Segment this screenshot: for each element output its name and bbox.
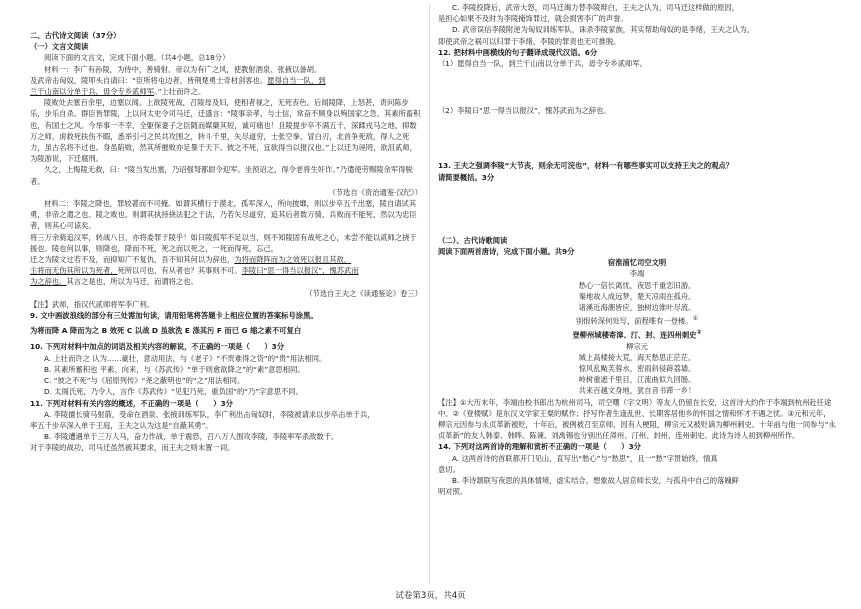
material1-paragraph: 久之，上悔陵无救，曰：“陵当发出塞，乃诏强弩都尉令迎军。坐预诏之，得令老将生奸诈。”乃遣使劳赐陵余军得脱者。	[30, 165, 413, 186]
material1-paragraph: 陵败处去塞百余里，边塞以闻。上欲陵死战，召陵母及妇，使相者视之，无死丧色。后闻陵降，上怒甚，责问陈步乐，步乐自杀。群臣皆罪陵，上以问太史令司马迁，迁盛言：“陵事亲孝，与士信，常奋不顾身以殉国家之急，其素所畜积也，有国士之风。今举事一不幸，全躯保妻子之臣随而媒蘖其短，诚可痛也！且陵提步卒不满五千，深蹂戎马之地，抑数万之师，虏救死扶伤不暇，悉举引弓之民共攻围之，转斗千里，矢尽道穷，士张空拳，冒白刃，北首争死敌，得人之死力，虽古名将不过也。身虽陷败，然其所摧败亦足暴于天下。彼之不死，宜欲得当以报汉也。”上以迁为诬罔，欲沮贰师，为陵游说，下迁腐刑。	[30, 98, 421, 164]
page-footer: 试卷第3页，共4页	[395, 591, 466, 601]
answer-space	[438, 69, 836, 87]
sub-title: （一）文言文阅读	[30, 42, 89, 52]
question-11: 11. 下列对材料有关内容的概述，不正确的一项是（ ）3分	[30, 398, 233, 408]
poem-1-author: 李端	[629, 269, 645, 279]
section-2-title: （二）、古代诗歌阅读	[438, 235, 508, 245]
option-b-cont: 明对照。	[438, 487, 468, 497]
question-13: 13. 王夫之强调李陵“大节丧，则余无可浣也”，材料一有哪些事实可以支持王夫之的观点？	[438, 161, 734, 171]
answer-space	[438, 209, 836, 235]
material1-line: 兰干山南以分单于兵，毋令专乡贰师军。”上壮而许之。	[30, 87, 206, 97]
option-b: B. 其素所蓄积也 平素、向来，与《苏武传》“单于则愈欲降之”的“素”意思相同。	[44, 364, 305, 374]
poem-2-author: 柳宗元	[626, 341, 648, 351]
question-10: 10. 下列对材料中加点的词语及相关内容的解说，不正确的一项是（ ）3分	[30, 342, 285, 352]
answer-space	[438, 116, 836, 142]
question-9: 9. 文中画波浪线的部分有三处需加句读，请用铅笔将答题卡上相应位置的答案标号涂黑。	[30, 311, 318, 321]
poem-2-title: 登柳州城楼寄漳、汀、封、连四州刺史②	[572, 328, 702, 340]
option-a: A. 上壮而许之 认为……豪壮，意动用法，与《老子》“不贵难得之货”的“贵”用法相同。	[44, 353, 327, 363]
option-a: A. 这两首诗的首联都开门见山，直写出“愁心”与“愁思”，且一“愁”字贯始终，情真	[452, 453, 718, 463]
material2-line: 为之辞也。其言之是也，所以为马迁，而谓将之也。	[30, 277, 198, 287]
underlined-sentence: 愿得自当一队，到	[267, 75, 326, 85]
material1-line: 材料一：李广有孙陵，为侍中，善骑射。帝以为有广之风，使教射酒泉、张掖以备胡。	[44, 64, 322, 74]
poem-line: 岭树重遮千里目，江流曲似九回肠。	[578, 375, 696, 385]
q12-item-1: （1）愿得自当一队，到兰干山南以分单于兵，毋令专乡贰师军。	[438, 59, 647, 69]
column-divider	[429, 4, 430, 584]
section-title: 二、古代诗文阅读（37分）	[30, 31, 121, 40]
poem-1-title: 宿淮浦忆司空文明	[607, 258, 667, 268]
option-a: A. 李陵擅长骑马射箭，受命在酒泉、张掖训练军队，李广利出击匈奴时，李陵被请求以步卒击单于兵，	[44, 409, 375, 419]
option-b: B. 李诗颔联写夜思的具体情境，虚实结合，想象故人居京师长安，与孤舟中自己的落魄鲜	[452, 475, 739, 485]
left-column	[30, 30, 422, 454]
underlined-sentence: 李陵曰“思一得当以报汉”，愧苏武而	[241, 266, 359, 276]
wavy-line-text: 为将而降阵而为之效死以报且其敌，	[234, 255, 352, 265]
option-b-cont: 对于李陵的战功，司马迁虽然被其要求，而王夫之则未置一词。	[30, 443, 235, 453]
section-2-instruction: 阅读下面两首唐诗，完成下面小题。共9分	[438, 247, 575, 257]
answer-space	[438, 142, 836, 160]
material2-line: 将三万余骑追汉军，转战八日，亦将委罪于陵乎！如曰陵孤军不足以当，则不知陵固有战死之心，未尝不能以贰师之挠于援也。陵也何以事，则降也，降而不死，死之而以死之，一死而得死，忘己，	[30, 232, 417, 253]
option-a-cont: 率五千步卒深入单于王庭，王夫之认为这是“自蔽其勇”。	[30, 420, 213, 430]
question-14: 14. 下列对这两首诗的理解和赏析不正确的一项是（ ）3分	[438, 442, 641, 452]
option-b: B. 李陵遭遇单于三万人马，奋力作战，单于震恐，召八万人围攻李陵，李陵率军杀敌数千。	[44, 432, 339, 442]
option-c: C. 李陵投降后，武帝大怒，司马迁竭力替李陵辩白，王夫之认为，司马迁这样做的原因，	[452, 3, 740, 12]
material2-line: 主将而无伤其所以为死者，死所以可也，有从者也？其事则不可。李陵曰“思一得当以报汉”，愧苏武而	[30, 266, 359, 276]
poem-line: 共来百越文身地，犹自音书滞一乡！	[578, 386, 696, 396]
answer-space	[438, 87, 836, 105]
poem-line: 城上高楼接大荒，海天愁思正茫茫。	[578, 352, 696, 362]
option-a-cont: 意切。	[438, 464, 460, 474]
option-c: C. “彼之不死”与《屈原列传》“尧之蔽明也”的“之”用法相同。	[44, 376, 245, 386]
underlined-sentence: 兰干山南以分单于兵，毋令专乡贰师军	[30, 87, 155, 97]
source-note: （节选自王夫之《读通鉴论》卷三）	[305, 288, 422, 298]
answer-space	[438, 183, 836, 209]
poem-footnote: 【注】①大历末年，李端由校书郎出为杭州司马，司空曙（字文明）等友人仍留在长安，这首诗大约作于李端到杭州赴任途中。②《登楼赋》是东汉文学家王粲的赋作；抒写作者生逢乱世、长期客居他乡的怀国之情和怀才不遇之忧。③元和元年，柳宗元因参与永贞革新被贬，十年后，被例被召至京师，因有人梗阻，柳宗元又被贬谪为柳州刺史。十年前与他一同参与“永贞革新”的友人韩泰、韩晔、陈谏、刘禹锡也分别出任漳州、汀州、封州、连州刺史。此诗为诗人初到柳州所作。	[438, 397, 836, 441]
question-13-cont: 请简要概括。3分	[438, 172, 495, 182]
option-d: D. 太阁氏死，乃令人，言作《苏武传》“见犯乃死，重负国”的“乃”字意思不同。	[44, 387, 303, 397]
material2-paragraph: 材料二：李陵之降也，罪较著而不可掩。如谓其横行于漠北，孤军深入，所向披靡，则以步卒五千出塞，陵自请试其勇，非帝之遣之也。陵之败也，则谓其执持挠法犯之于法，乃若矢尽道穷，追其后者数万骑，兵败而不能死，然以为忠臣者，则其心可谅矣。	[30, 199, 417, 231]
question-12: 12. 把材料中画横线的句子翻译成现代汉语。6分	[438, 47, 598, 57]
right-column	[438, 2, 836, 497]
q12-item-2: （2）李陵曰“思一得当以报汉”，愧苏武而为之辞也。	[438, 106, 611, 116]
option-d: D. 武帝误信李陵附逆为匈奴训练军队，诛杀李陵家族，其实帮助匈奴的是李绪，王夫之认为，	[452, 25, 755, 35]
poem-line: 秦地故人成远梦，楚天凉雨在孤舟。	[578, 291, 696, 301]
question-9-options: 为将而降 A 降而为之 B 效死 C 以战 D 虽欲洗 E 涤其污 F 而已 G 缩之素不可复白	[30, 326, 302, 336]
source-note: （节选自《资治通鉴·汉纪》）	[328, 187, 422, 197]
option-d-cont: 即使武帝之祸可以归罪于李绪，李陵的罪责也无可推脱。	[438, 36, 621, 46]
poem-line: 别恨转深何处写，前程唯有一登楼。①	[575, 315, 699, 326]
material2-line: 迁之为陵文过若不及，而抑知广不复仇，吾不知其何以为辞也，为将而降阵而为之效死以报且其敌，	[30, 255, 352, 265]
material1-line: 及武帝击匈奴，陵叩头自请曰：“臣所将屯边者，皆荆楚勇士奇材剑客也。愿得自当一队，到	[30, 75, 326, 85]
poem-line: 诸溪近海潮皆应，独树边淮叶尽流。	[578, 303, 696, 313]
footnote: 【注】武师，指汉代贰师将军李广利。	[30, 299, 155, 309]
poem-line: 愁心一倍长离忧，夜思千重恋旧游。	[578, 280, 696, 290]
poem-line: 惊风乱飐芙蓉水，密雨斜侵薜荔墙。	[578, 363, 696, 373]
option-c-cont: 是担心如果不及时为李陵掩饰罪过，就会损害李广的声誉。	[438, 14, 628, 24]
instruction: 阅读下面的文言文，完成下面小题。（共4小题，总18分）	[44, 53, 230, 63]
